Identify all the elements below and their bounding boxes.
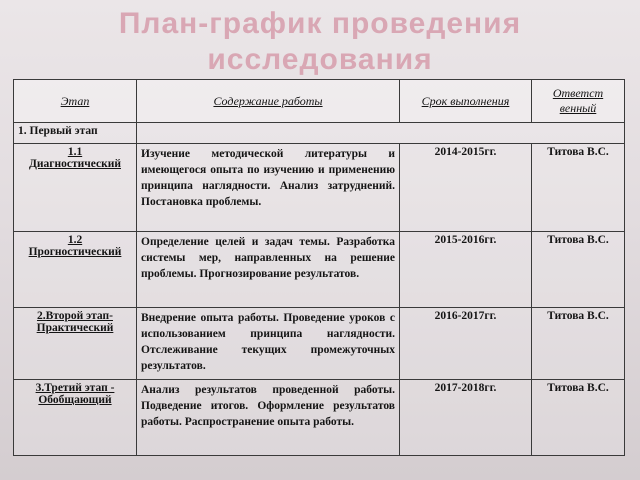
stage-number: 3.Третий этап - [35,382,115,394]
slide-title [0,6,640,78]
stage-name: Практический [36,322,114,334]
section-row-empty [137,123,625,144]
header-content: Содержание работы [137,80,400,123]
table-row [14,380,625,456]
table-row [14,308,625,380]
content-cell: Внедрение опыта работы. Проведение уроков с использованием принципа наглядности. Отслеживание текущих промежуточных результатов. [137,308,400,380]
responsible-cell: Титова В.С. [532,144,625,232]
table-row [14,232,625,308]
responsible-cell: Титова В.С. [532,232,625,308]
term-cell: 2014-2015гг. [400,144,532,232]
content-cell: Определение целей и задач темы. Разработка системы мер, направленных на решение проблемы. Прогнозирование результатов. [137,232,400,308]
slide-title-line1: План-график проведения [118,7,522,40]
header-responsible-line2: венный [559,101,597,115]
stage-cell [14,380,137,456]
section-row [14,123,625,144]
responsible-cell: Титова В.С. [532,308,625,380]
stage-name: Обобщающий [38,394,112,406]
stage-number: 2.Второй этап- [36,310,113,322]
stage-name: Прогностический [28,246,122,258]
header-responsible [532,80,625,123]
term-cell: 2017-2018гг. [400,380,532,456]
stage-number: 1.1 [67,146,83,158]
stage-cell [14,308,137,380]
header-term: Срок выполнения [400,80,532,123]
stage-cell [14,144,137,232]
responsible-cell: Титова В.С. [532,380,625,456]
slide-title-line2: исследования [207,43,433,76]
term-cell: 2016-2017гг. [400,308,532,380]
header-responsible-line1: Ответст [552,86,604,100]
section-first-stage: 1. Первый этап [14,123,137,144]
table-header-row [14,80,625,123]
research-plan-table [13,79,625,456]
stage-number: 1.2 [67,234,83,246]
term-cell: 2015-2016гг. [400,232,532,308]
content-cell: Анализ результатов проведенной работы. Подведение итогов. Оформление результатов работы. Распространение опыта работы. [137,380,400,456]
stage-name: Диагностический [29,158,121,170]
stage-cell [14,232,137,308]
content-cell: Изучение методической литературы и имеющегося опыта по изучению и применению принципа наглядности. Анализ затруднений. Постановка проблемы. [137,144,400,232]
table-row [14,144,625,232]
header-stage: Этап [14,80,137,123]
